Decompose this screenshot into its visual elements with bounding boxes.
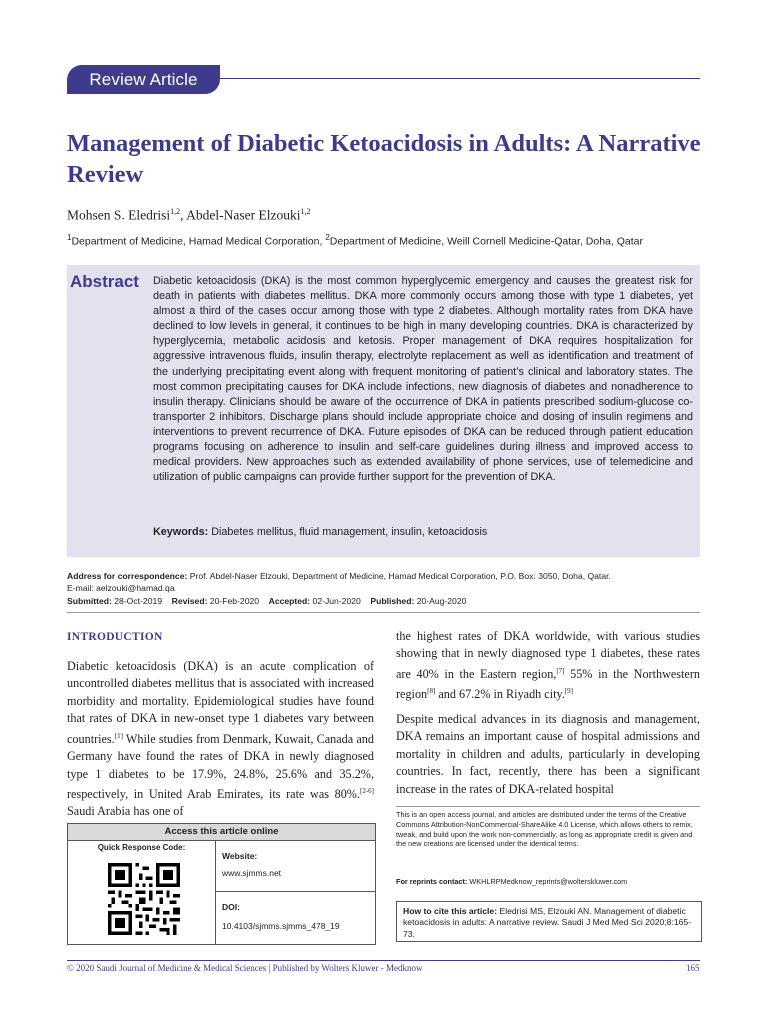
citation-ref[interactable]: [9] <box>564 687 574 696</box>
page-number: 165 <box>686 963 700 973</box>
doi-link[interactable]: 10.4103/sjmms.sjmms_478_19 <box>222 921 340 931</box>
intro-text: Diabetic ketoacidosis (DKA) is an acute complication of uncontrolled diabetes mellitus that is associated with increased morbidity and mortality. Epidemiological studies have found that rates of DKA in new-onset type 1 diabetes vary between countries. <box>67 659 374 746</box>
section-heading-introduction: INTRODUCTION <box>67 631 163 643</box>
keywords-text: Diabetes mellitus, fluid management, insulin, ketoacidosis <box>211 526 488 538</box>
access-info-panel <box>216 841 375 944</box>
revised-label: Revised: <box>171 596 208 606</box>
accepted-label: Accepted: <box>268 596 311 606</box>
abstract-text: Diabetic ketoacidosis (DKA) is the most common hyperglycemic emergency and causes the greatest risk for death in patients with diabetes mellitus. DKA more commonly occurs among those with type 1 diabetes, yet almost a third of the cases occur among those with type 2 diabetes. Although mortality rates from DKA have declined to low levels in general, it continues to be high in many developing countries. DKA is characterized by hyperglycemia, metabolic acidosis and ketosis. Proper management of DKA requires hospitalization for aggressive intravenous fluids, insulin therapy, electrolyte replacement as well as identification and treatment of the underlying precipitating event along with frequent monitoring of patient’s clinical and laboratory states. The most common precipitating causes for DKA include infections, new diagnosis of diabetes and nonadherence to insulin therapy. Clinicians should be aware of the occurrence of DKA in patients prescribed sodium-glucose co-transporter 2 inhibitors. Discharge plans should include appropriate choice and dosing of insulin regimens and interventions to prevent recurrence of DKA. Future episodes of DKA can be reduced through patient education programs focusing on adherence to insulin and self-care guidelines during illness and improved access to medical providers. New approaches such as extended availability of phone services, use of telemedicine and utilization of public campaigns can provide further support for the prevention of DKA. <box>153 275 693 484</box>
article-title: Management of Diabetic Ketoacidosis in Adults: A Narrative Review <box>67 130 701 188</box>
header-rule <box>214 78 700 79</box>
citation-ref[interactable]: [2-6] <box>360 786 374 795</box>
journal-footer: © 2020 Saudi Journal of Medicine & Medical Sciences | Published by Wolters Kluwer - Medknow <box>67 963 423 973</box>
correspondence-label: Address for correspondence: <box>67 571 188 581</box>
access-box-heading: Access this article online <box>68 824 375 841</box>
website-label: Website: <box>222 851 258 861</box>
published-label: Published: <box>370 596 415 606</box>
submitted-label: Submitted: <box>67 596 112 606</box>
doi-label: DOI: <box>222 902 240 912</box>
affiliations <box>67 233 643 248</box>
author-affiliation-marker: 1,2 <box>300 207 311 216</box>
affiliation-text: Department of Medicine, Weill Cornell Medicine-Qatar, Doha, Qatar <box>329 235 643 248</box>
how-to-cite-text <box>403 906 695 940</box>
qr-code-icon[interactable] <box>108 863 180 935</box>
intro-text: the highest rates of DKA worldwide, with various studies showing that in newly diagnosed type 1 diabetes, these rates are 40% in the Eastern region, <box>396 629 700 681</box>
intro-text: Saudi Arabia has one of <box>67 804 184 819</box>
reprints-label: For reprints contact: <box>396 877 468 886</box>
revised-date: 20-Feb-2020 <box>209 596 260 606</box>
intro-paragraph-1 <box>67 658 374 821</box>
correspondence-address <box>67 570 707 582</box>
access-divider <box>216 891 375 892</box>
abstract-heading: Abstract <box>70 272 139 291</box>
intro-text: While studies from Denmark, Kuwait, Canada and Germany have found the rates of DKA in newly diagnosed type 1 diabetes to be 17.9%, 24.8%, 25.6% and 35.2%, respectively, in United Arab Emirates, its rate was 80%. <box>67 731 374 801</box>
submitted-date: 28-Oct-2019 <box>114 596 163 606</box>
correspondence-email: E-mail: aelzouki@hamad.qa <box>67 583 175 593</box>
qr-code-panel <box>68 841 216 944</box>
intro-paragraph-3: Despite medical advances in its diagnosis and management, DKA remains an important cause of hospital admissions and mortality in children and adults, particularly in developing countries. In fact, recently, there has been a significant increase in the rates of DKA-related hospital <box>396 712 700 796</box>
footer-rule <box>67 960 700 961</box>
intro-text: 55% in the Northwestern region <box>396 666 700 702</box>
qr-code-label: Quick Response Code: <box>97 843 186 852</box>
keywords-label: Keywords: <box>153 526 209 538</box>
reprints-contact <box>396 877 627 886</box>
section-divider <box>67 612 700 613</box>
publication-dates <box>67 595 707 607</box>
website-link[interactable]: www.sjmms.net <box>222 868 282 878</box>
accepted-date: 02-Jun-2020 <box>312 596 361 606</box>
published-date: 20-Aug-2020 <box>416 596 467 606</box>
keywords <box>153 526 693 538</box>
affiliation-marker: 1 <box>67 233 72 242</box>
license-text: This is an open access journal, and articles are distributed under the terms of the Creative Commons Attribution-NonCommercial-ShareAlike 4.0 License, which allows others to remix, tweak, and build upon the work non-commercially, as long as appropriate credit is given and the new creations are licensed under the identical terms. <box>396 810 693 849</box>
license-divider <box>396 806 700 807</box>
article-type-badge: Review Article <box>67 65 220 94</box>
author-name: Abdel-Naser Elzouki <box>186 207 301 223</box>
access-article-online-box <box>67 823 376 945</box>
author-list: Mohsen S. Eledrisi$^{1,2}$, Abdel-Naser Elzouki$^{1,2}$ <box>67 207 311 223</box>
intro-paragraph-2 <box>396 628 700 704</box>
citation-ref[interactable]: [8] <box>427 687 436 696</box>
how-to-cite-label: How to cite this article: <box>403 906 498 916</box>
how-to-cite-box <box>396 901 702 942</box>
correspondence-text: Prof. Abdel-Naser Elzouki, Department of Medicine, Hamad Medical Corporation, P.O. Box: 3050, Doha, Qatar. <box>189 571 611 581</box>
reprints-email[interactable]: WKHLRPMedknow_reprints@wolterskluwer.com <box>469 877 628 886</box>
author-affiliation-marker: 1,2 <box>170 207 181 216</box>
citation-ref[interactable]: [7] <box>556 666 565 675</box>
citation-ref[interactable]: [1] <box>114 731 123 740</box>
affiliation-text: Department of Medicine, Hamad Medical Corporation, <box>71 235 326 248</box>
affiliation-marker: 2 <box>325 233 330 242</box>
citation-text: Eledrisi MS, Elzouki AN. Management of diabetic ketoacidosis in adults: A narrative review. Saudi J Med Med Sci 2020;8:165-73. <box>403 906 692 939</box>
author-name: Mohsen S. Eledrisi <box>67 207 171 223</box>
intro-text: and 67.2% in Riyadh city. <box>435 687 565 702</box>
